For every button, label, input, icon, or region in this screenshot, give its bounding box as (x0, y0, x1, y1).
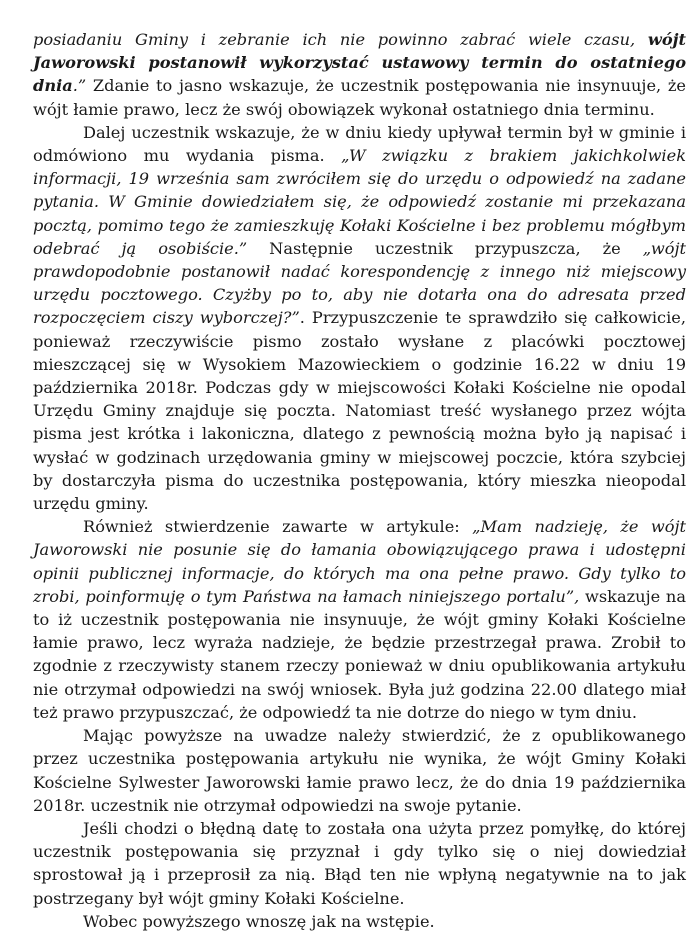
paragraph-3-text-b: wskazuje na to iż uczestnik postępowania nie insynuuje, że wójt gminy Kołaki Kościelne łamie prawo, lecz wyraża nadzieje, że będzie przestrzegał prawa. Zrobił to zgodnie z rzeczywisty stanem rzeczy ponieważ w dniu opublikowania artykułu nie otrzymał odpowiedzi na swój wniosek. Była już godzina 22.00 dlatego miał też prawo przypuszczać, że odpowiedź ta nie dotrze do niego w tym dniu. (33, 586, 687, 722)
paragraph-2-quote-b: „wójt prawdopodobnie postanowił nadać korespondencję z innego niż miejscowy urzędu pocztowego. Czyżby po to, aby nie dotarła ona do adresata przed rozpoczęciem ciszy wyborczej?” (33, 238, 687, 328)
paragraph-2-text-b: Następnie uczestnik przypuszcza, że (247, 238, 643, 258)
paragraph-2 (33, 121, 686, 515)
paragraph-1 (33, 28, 686, 121)
paragraph-1-text: Zdanie to jasno wskazuje, że uczestnik postępowania nie insynuuje, że wójt łamie prawo, lecz że swój obowiązek wykonał ostatniego dnia terminu. (33, 76, 686, 119)
paragraph-3-text-a: Również stwierdzenie zawarte w artykule: (83, 517, 473, 537)
paragraph-3-quote: „Mam nadzieję, że wójt Jaworowski nie posunie się do łamania obowiązującego prawa i udostępni opinii publicznej informacje, do których ma ona pełne prawo. Gdy tylko to zrobi, poinformuję o tym Państwa na łamach niniejszego portalu”, (33, 517, 686, 606)
paragraph-6: Wobec powyższego wnoszę jak na wstępie. (83, 911, 435, 931)
paragraph-4: Mając powyższe na uwadze należy stwierdzić, że z opublikowanego przez uczestnika postępowania artykułu nie wynika, że wójt Gminy Kołaki Kościelne Sylwester Jaworowski łamie prawo lecz, że do dnia 19 października 2018r. uczestnik nie otrzymał odpowiedzi na swoje pytanie. (33, 726, 686, 815)
quote-bold-emphasis: wójt Jaworowski postanowił wykorzystać ustawowy termin do ostatniego dnia (33, 30, 686, 96)
paragraph-5: Jeśli chodzi o błędną datę to została ona użyta przez pomyłkę, do której uczestnik postępowania się przyznał i gdy tylko się o niej dowiedział sprostował ją i przeprosił za nią. Błąd ten nie wpłyną negatywnie na to jak postrzegany był wójt gminy Kołaki Kościelne. (33, 818, 686, 908)
paragraph-3 (33, 515, 686, 724)
quote-end: .” (72, 76, 87, 96)
paragraph-2-quote-a: „W związku z brakiem jakichkolwiek informacji, 19 września sam zwróciłem się do urzędu o odpowiedź na zadane pytania. W Gminie dowiedziałem się, że odpowiedź zostanie mi przekazana pocztą, pomimo tego że zamieszkuję Kołaki Kościelne i bez problemu mógłbym odebrać ją osobiście.” (33, 146, 686, 258)
paragraph-2-text-c: . Przypuszczenie te sprawdziło się całkowicie, ponieważ rzeczywiście pismo zostało wysłane z placówki pocztowej mieszczącej się w Wysokiem Mazowieckiem o godzinie 16.22 w dniu 19 października 2018r. Podczas gdy w miejscowości Kołaki Kościelne nie opodal Urzędu Gminy znajduje się poczta. Natomiast treść wysłanego przez wójta pisma jest krótka i lakoniczna, dlatego z pewnością można było ją napisać i wysłać w godzinach urzędowania gminy w miejscowej poczcie, która szybciej by dostarczyła pisma do uczestnika postępowania, który mieszka nieopodal urzędu gminy. (33, 308, 686, 514)
quote-continuation: posiadaniu Gminy i zebranie ich nie powinno zabrać wiele czasu, (33, 30, 648, 49)
paragraph-2-text-a: Dalej uczestnik wskazuje, że w dniu kiedy upływał termin był w gminie i odmówiono mu wydania pisma. (33, 122, 686, 166)
